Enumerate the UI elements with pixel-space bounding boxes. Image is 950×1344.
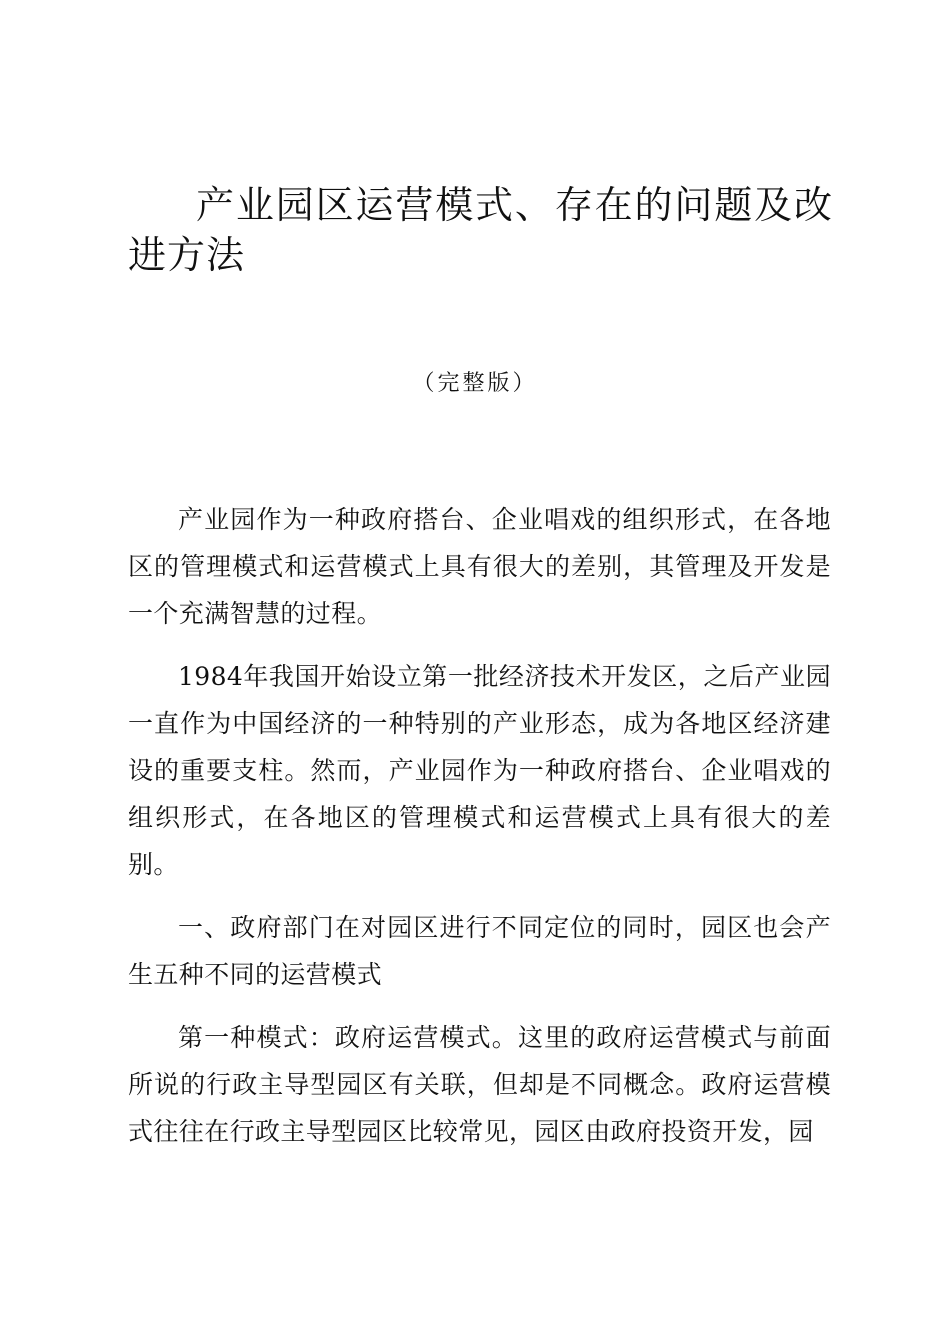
- paragraph-history: 1984年我国开始设立第一批经济技术开发区，之后产业园一直作为中国经济的一种特别的产业形态，成为各地区经济建设的重要支柱。然而，产业园作为一种政府搭台、企业唱戏的组织形式，在各地区的管理模式和运营模式上具有很大的差别。: [128, 662, 831, 879]
- paragraph-intro: 产业园作为一种政府搭台、企业唱戏的组织形式，在各地区的管理模式和运营模式上具有很大的差别，其管理及开发是一个充满智慧的过程。: [128, 505, 831, 628]
- document-subtitle: （完整版）: [412, 371, 538, 396]
- document-title: 产业园区运营模式、存在的问题及改进方法: [128, 183, 833, 277]
- document-body: [128, 496, 831, 1171]
- section-heading-one: 一、政府部门在对园区进行不同定位的同时，园区也会产生五种不同的运营模式: [128, 913, 831, 989]
- paragraph-mode-one: 第一种模式：政府运营模式。这里的政府运营模式与前面所说的行政主导型园区有关联，但却是不同概念。政府运营模式往往在行政主导型园区比较常见，园区由政府投资开发，园: [128, 1023, 831, 1146]
